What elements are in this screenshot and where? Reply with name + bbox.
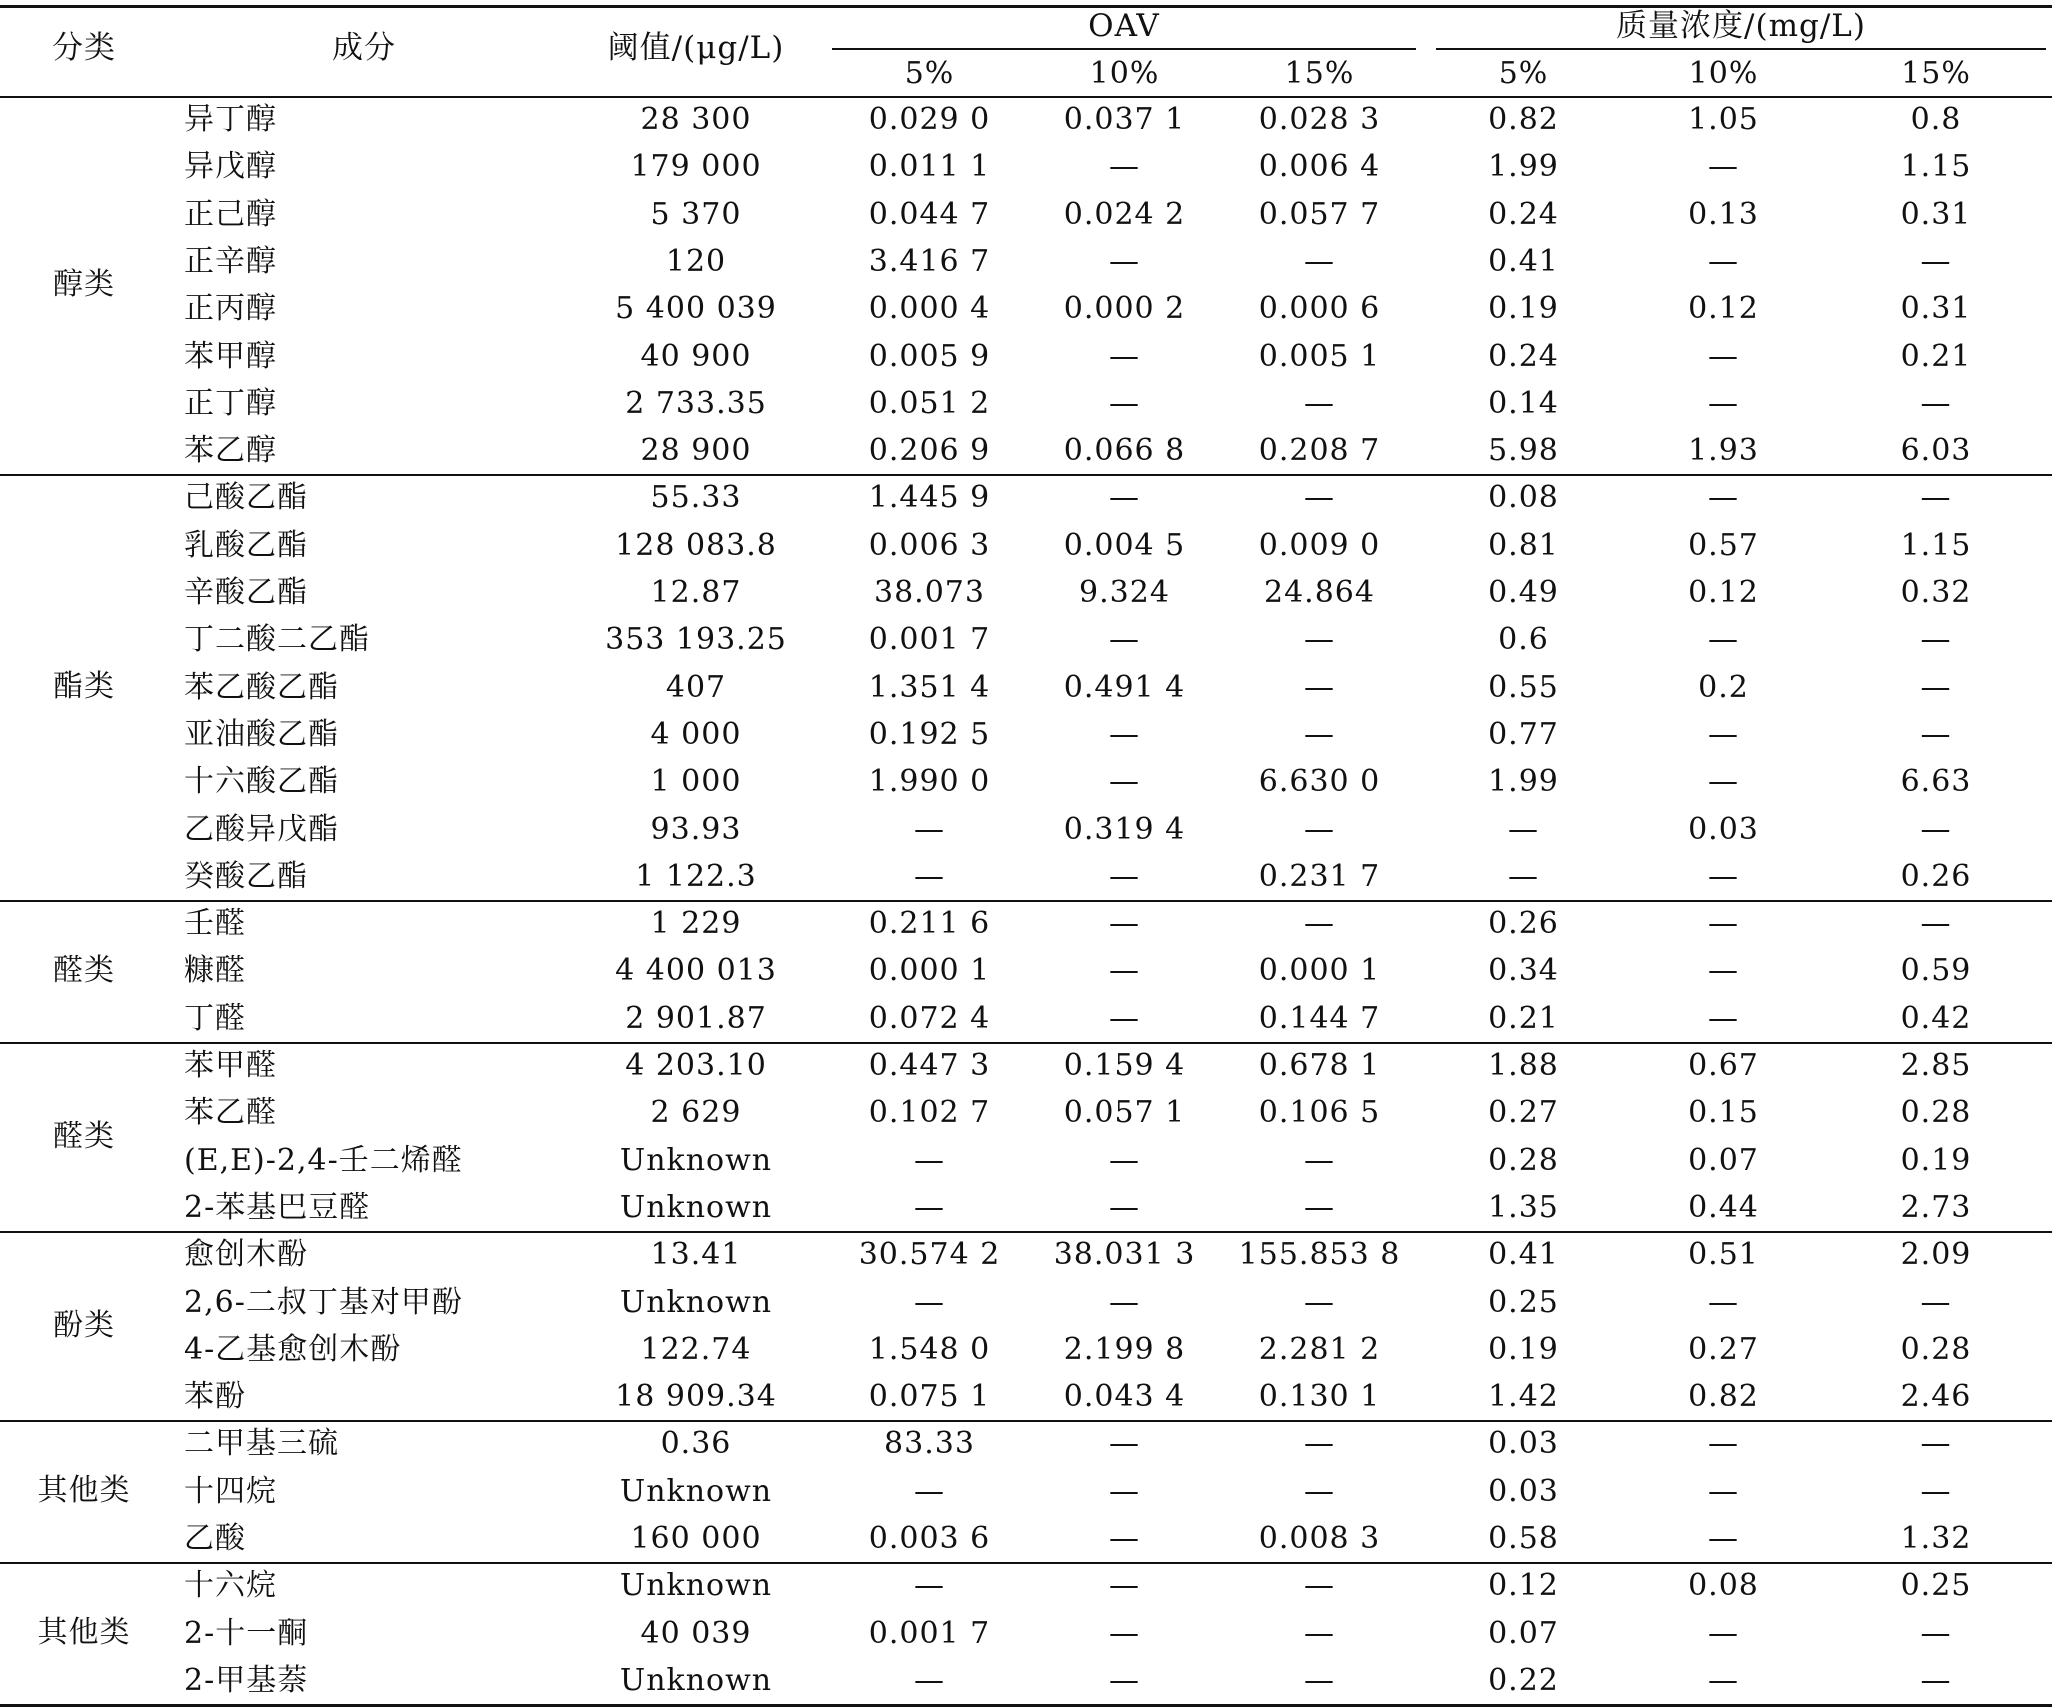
oav-value: 0.028 3	[1258, 102, 1381, 137]
mass-value: 1.93	[1688, 433, 1759, 469]
mass-value: 1.99	[1488, 764, 1559, 800]
mass-value: 1.88	[1488, 1048, 1559, 1083]
oav-value: 0.011 1	[868, 149, 991, 185]
oav-value: 2.199 8	[1063, 1331, 1186, 1367]
mass-value: 0.34	[1488, 953, 1559, 989]
component-name: 2-甲基萘	[184, 1662, 309, 1698]
component-name: 2,6-二叔丁基对甲酚	[184, 1284, 463, 1320]
oav-value: 38.073	[874, 575, 985, 610]
threshold-value: Unknown	[619, 1662, 773, 1698]
header-component: 成分	[332, 30, 396, 66]
component-name: 乳酸乙酯	[184, 527, 308, 563]
mass-value: 0.41	[1488, 243, 1559, 279]
category-label: 酯类	[53, 669, 115, 705]
oav-value: —	[1109, 622, 1140, 658]
mass-value: —	[1708, 243, 1739, 279]
mass-value: —	[1920, 1662, 1952, 1698]
mass-value: 0.6	[1498, 622, 1549, 658]
mass-value: 1.35	[1488, 1189, 1559, 1225]
header-mass: 质量浓度/(mg/L)	[1616, 8, 1866, 44]
oav-value: —	[914, 1189, 945, 1225]
component-name: 己酸乙酯	[184, 480, 308, 516]
mass-value: 0.15	[1688, 1095, 1759, 1131]
oav-value: 9.324	[1079, 575, 1170, 610]
component-name: 异丁醇	[184, 102, 277, 137]
mass-value: —	[1708, 953, 1739, 989]
oav-value: —	[914, 1662, 945, 1698]
mass-value: 0.13	[1688, 196, 1759, 232]
component-name: 丁醛	[184, 1000, 246, 1036]
mass-value: 0.07	[1488, 1615, 1559, 1651]
oav-value: 1.445 9	[868, 480, 991, 516]
mass-value: —	[1508, 811, 1539, 847]
oav-value: 0.003 6	[868, 1521, 991, 1556]
component-name: 苯酚	[184, 1379, 246, 1415]
mass-value: —	[1708, 906, 1739, 942]
oav-value: —	[1304, 716, 1335, 752]
oav-value: —	[1304, 811, 1335, 847]
mass-value: —	[1708, 480, 1739, 516]
component-name: 糠醛	[184, 953, 246, 989]
oav-value: —	[1304, 1615, 1335, 1651]
mass-value: —	[1920, 716, 1952, 752]
oav-value: 38.031 3	[1053, 1237, 1196, 1273]
oav-value: 1.351 4	[868, 669, 991, 705]
category-label: 醛类	[53, 953, 115, 989]
component-name: 2-十一酮	[184, 1615, 309, 1651]
oav-value: 83.33	[884, 1426, 975, 1462]
component-name: 丁二酸二乙酯	[184, 622, 370, 658]
oav-value: 0.008 3	[1258, 1521, 1381, 1556]
threshold-value: 2 733.35	[625, 385, 767, 421]
threshold-value: Unknown	[619, 1284, 773, 1320]
oav-value: —	[1109, 716, 1140, 752]
mass-value: —	[1708, 1615, 1739, 1651]
mass-value: 0.31	[1900, 291, 1972, 327]
oav-value: 0.000 2	[1063, 291, 1186, 327]
header-oav-5: 5%	[904, 56, 955, 91]
oav-value: —	[1109, 1426, 1140, 1462]
oav-value: 0.130 1	[1258, 1379, 1381, 1415]
mass-value: —	[1920, 1615, 1952, 1651]
threshold-value: 12.87	[650, 575, 742, 610]
mass-value: 0.12	[1488, 1568, 1559, 1604]
oav-value: 155.853 8	[1238, 1237, 1401, 1273]
oav-value: —	[1109, 1189, 1140, 1225]
oav-value: —	[1304, 1142, 1335, 1178]
oav-value: —	[1304, 243, 1335, 279]
mass-value: 0.12	[1688, 291, 1759, 327]
mass-value: 0.2	[1698, 669, 1749, 705]
oav-value: —	[914, 811, 945, 847]
component-name: 苯乙酸乙酯	[184, 669, 339, 705]
mass-value: 2.85	[1900, 1048, 1972, 1083]
mass-value: 0.82	[1488, 102, 1559, 137]
threshold-value: 93.93	[650, 811, 742, 847]
oav-value: —	[1109, 243, 1140, 279]
mass-value: —	[1708, 716, 1739, 752]
mass-value: —	[1708, 385, 1739, 421]
component-name: 正辛醇	[184, 243, 277, 279]
mass-value: 0.25	[1488, 1284, 1559, 1320]
oav-value: 0.006 4	[1258, 149, 1381, 185]
component-name: 癸酸乙酯	[184, 858, 308, 894]
oav-value: —	[1304, 480, 1335, 516]
oav-value: 0.043 4	[1063, 1379, 1186, 1415]
oav-value: 0.037 1	[1063, 102, 1186, 137]
oav-value: 0.005 1	[1258, 338, 1381, 374]
component-name: 正丙醇	[184, 291, 277, 327]
threshold-value: 122.74	[640, 1331, 752, 1367]
oav-value: —	[1109, 953, 1140, 989]
oav-value: 0.159 4	[1063, 1048, 1186, 1083]
oav-value: 0.075 1	[868, 1379, 991, 1415]
component-name: 十四烷	[184, 1473, 277, 1509]
threshold-value: 1 122.3	[635, 858, 757, 894]
mass-value: 1.99	[1488, 149, 1559, 185]
oav-value: 6.630 0	[1258, 764, 1381, 800]
oav-value: —	[1304, 906, 1335, 942]
oav-value: 0.208 7	[1258, 433, 1381, 469]
mass-value: 2.73	[1900, 1189, 1972, 1225]
header-category: 分类	[52, 30, 116, 66]
oav-value: 0.102 7	[868, 1095, 991, 1131]
mass-value: —	[1920, 1284, 1952, 1320]
mass-value: 0.03	[1688, 811, 1759, 847]
mass-value: 0.42	[1900, 1000, 1972, 1036]
oav-value: —	[1304, 1284, 1335, 1320]
oav-value: —	[914, 1568, 945, 1604]
category-label: 酚类	[53, 1307, 115, 1343]
oav-value: 2.281 2	[1258, 1331, 1381, 1367]
mass-value: —	[1708, 764, 1739, 800]
component-name: 正己醇	[184, 196, 277, 232]
mass-value: —	[1708, 1284, 1739, 1320]
oav-value: —	[1109, 1568, 1140, 1604]
oav-value: 0.029 0	[868, 102, 991, 137]
oav-value: 0.000 4	[868, 291, 991, 327]
category-label: 醇类	[53, 267, 115, 303]
threshold-value: Unknown	[619, 1568, 773, 1604]
mass-value: 0.08	[1488, 480, 1559, 516]
mass-value: 0.59	[1900, 953, 1972, 989]
oav-value: —	[1109, 764, 1140, 800]
component-name: 2-苯基巴豆醛	[184, 1189, 371, 1225]
oav-value: 0.231 7	[1258, 858, 1381, 894]
threshold-value: 28 300	[640, 102, 752, 137]
oav-value: —	[1304, 669, 1335, 705]
mass-value: —	[1920, 1426, 1952, 1462]
oav-value: 24.864	[1264, 575, 1375, 610]
oav-value: 30.574 2	[858, 1237, 1001, 1273]
mass-value: 0.24	[1488, 196, 1559, 232]
oav-value: 0.051 2	[868, 385, 991, 421]
oav-value: 0.000 1	[868, 953, 991, 989]
oav-value: 0.001 7	[868, 622, 991, 658]
oav-value: —	[1304, 1568, 1335, 1604]
mass-value: —	[1708, 149, 1739, 185]
oav-value: —	[1109, 1284, 1140, 1320]
oav-value: —	[914, 1284, 945, 1320]
threshold-value: 4 400 013	[615, 953, 777, 989]
mass-value: —	[1920, 811, 1952, 847]
oav-value: —	[914, 1142, 945, 1178]
oav-value: 3.416 7	[868, 243, 991, 279]
mass-value: —	[1708, 1662, 1739, 1698]
mass-value: 0.27	[1488, 1095, 1559, 1131]
header-mass-10: 10%	[1688, 56, 1759, 91]
mass-value: 0.82	[1688, 1379, 1759, 1415]
mass-value: —	[1920, 385, 1952, 421]
header-mass-5: 5%	[1498, 56, 1549, 91]
mass-value: 0.77	[1488, 716, 1559, 752]
threshold-value: 1 229	[650, 906, 742, 942]
threshold-value: 55.33	[650, 480, 742, 516]
mass-value: —	[1708, 1426, 1739, 1462]
threshold-value: 128 083.8	[615, 527, 777, 563]
mass-value: 0.26	[1488, 906, 1559, 942]
oav-value: —	[1109, 858, 1140, 894]
threshold-value: 0.36	[660, 1426, 732, 1462]
threshold-value: Unknown	[619, 1473, 773, 1509]
component-name: (E,E)-2,4-壬二烯醛	[184, 1142, 463, 1178]
category-label: 其他类	[37, 1473, 131, 1509]
oav-value: 0.144 7	[1258, 1000, 1381, 1036]
mass-value: 0.57	[1688, 527, 1759, 563]
header-oav-15: 15%	[1284, 56, 1355, 91]
component-name: 正丁醇	[184, 385, 277, 421]
mass-value: 0.12	[1688, 575, 1759, 610]
mass-value: —	[1920, 243, 1952, 279]
mass-value: 0.28	[1488, 1142, 1559, 1178]
threshold-value: 160 000	[630, 1521, 762, 1556]
component-name: 苯乙醛	[184, 1095, 277, 1131]
mass-value: 1.15	[1900, 527, 1972, 563]
mass-value: 0.28	[1900, 1331, 1972, 1367]
oav-value: —	[1304, 1426, 1335, 1462]
oav-value: —	[1109, 906, 1140, 942]
component-name: 亚油酸乙酯	[184, 716, 339, 752]
mass-value: 0.51	[1688, 1237, 1759, 1273]
mass-value: 0.19	[1900, 1142, 1972, 1178]
mass-value: 0.08	[1688, 1568, 1759, 1604]
oav-value: —	[1109, 480, 1140, 516]
oav-value: —	[1304, 1189, 1335, 1225]
category-label: 其他类	[37, 1615, 131, 1651]
component-name: 壬醛	[184, 906, 246, 942]
oav-value: —	[1109, 338, 1140, 374]
oav-value: 0.001 7	[868, 1615, 991, 1651]
threshold-value: 407	[665, 669, 727, 705]
mass-value: 0.49	[1488, 575, 1559, 610]
threshold-value: 4 000	[650, 716, 742, 752]
oav-value: —	[914, 858, 945, 894]
mass-value: 0.21	[1900, 338, 1972, 374]
threshold-value: 2 629	[650, 1095, 742, 1131]
mass-value: 0.03	[1488, 1426, 1559, 1462]
mass-value: 0.19	[1488, 1331, 1559, 1367]
header-oav: OAV	[1088, 8, 1160, 44]
mass-value: —	[1920, 1473, 1952, 1509]
oav-value: 0.106 5	[1258, 1095, 1381, 1131]
oav-value: —	[1109, 385, 1140, 421]
component-name: 辛酸乙酯	[184, 575, 308, 610]
threshold-value: 5 400 039	[615, 291, 777, 327]
oav-value: 1.548 0	[868, 1331, 991, 1367]
mass-value: —	[1708, 338, 1739, 374]
mass-value: 0.58	[1488, 1521, 1559, 1556]
mass-value: 1.05	[1688, 102, 1759, 137]
component-name: 十六酸乙酯	[184, 764, 339, 800]
mass-value: —	[1920, 906, 1952, 942]
mass-value: 0.55	[1488, 669, 1559, 705]
oav-value: —	[1109, 1142, 1140, 1178]
threshold-value: 179 000	[630, 149, 762, 185]
mass-value: 0.41	[1488, 1237, 1559, 1273]
threshold-value: 18 909.34	[615, 1379, 777, 1415]
mass-value: 2.09	[1900, 1237, 1972, 1273]
mass-value: 0.26	[1900, 858, 1972, 894]
oav-value: —	[1109, 1615, 1140, 1651]
oav-value: —	[1304, 1473, 1335, 1509]
threshold-value: 2 901.87	[625, 1000, 767, 1036]
threshold-value: Unknown	[619, 1142, 773, 1178]
mass-value: 1.32	[1900, 1521, 1972, 1556]
threshold-value: 40 039	[640, 1615, 752, 1651]
oav-value: 0.211 6	[868, 906, 991, 942]
component-name: 苯乙醇	[184, 433, 277, 469]
threshold-value: Unknown	[619, 1189, 773, 1225]
oav-value: 0.447 3	[868, 1048, 991, 1083]
oav-value: 0.491 4	[1063, 669, 1186, 705]
mass-value: 0.24	[1488, 338, 1559, 374]
oav-value: —	[1109, 149, 1140, 185]
header-mass-15: 15%	[1901, 56, 1971, 91]
threshold-value: 1 000	[650, 764, 742, 800]
oav-value: 0.044 7	[868, 196, 991, 232]
threshold-value: 40 900	[640, 338, 752, 374]
component-name: 乙酸异戊酯	[184, 811, 339, 847]
mass-value: 0.81	[1488, 527, 1559, 563]
component-name: 愈创木酚	[184, 1237, 308, 1273]
mass-value: —	[1708, 1000, 1739, 1036]
mass-value: 0.21	[1488, 1000, 1559, 1036]
component-name: 异戊醇	[184, 149, 277, 185]
header-oav-10: 10%	[1089, 56, 1160, 91]
oav-value: 0.000 1	[1258, 953, 1381, 989]
mass-value: —	[1708, 1473, 1739, 1509]
oav-value: —	[1109, 1521, 1140, 1556]
mass-value: 0.27	[1688, 1331, 1759, 1367]
mass-value: 0.8	[1910, 102, 1962, 137]
mass-value: 0.28	[1900, 1095, 1972, 1131]
mass-value: 0.22	[1488, 1662, 1559, 1698]
oav-value: 0.004 5	[1063, 527, 1186, 563]
oav-value: 0.005 9	[868, 338, 991, 374]
mass-value: 0.67	[1688, 1048, 1759, 1083]
threshold-value: 353 193.25	[605, 622, 787, 658]
mass-value: 0.14	[1488, 385, 1559, 421]
oav-value: —	[1304, 1662, 1335, 1698]
oav-value: 0.192 5	[868, 716, 991, 752]
oav-value: —	[1109, 1662, 1140, 1698]
component-name: 苯甲醛	[184, 1048, 277, 1083]
mass-value: —	[1708, 858, 1739, 894]
oav-value: 0.009 0	[1258, 527, 1381, 563]
component-name: 4-乙基愈创木酚	[184, 1331, 402, 1367]
threshold-value: 13.41	[650, 1237, 742, 1273]
mass-value: 0.44	[1688, 1189, 1759, 1225]
oav-value: 0.678 1	[1258, 1048, 1381, 1083]
threshold-value: 120	[665, 243, 727, 279]
oav-value: 0.024 2	[1063, 196, 1186, 232]
mass-value: 0.25	[1900, 1568, 1972, 1604]
mass-value: 2.46	[1900, 1379, 1972, 1415]
mass-value: 0.32	[1900, 575, 1972, 610]
oav-value: 0.057 1	[1063, 1095, 1186, 1131]
oav-value: 1.990 0	[868, 764, 991, 800]
mass-value: 5.98	[1488, 433, 1559, 469]
oav-value: 0.319 4	[1063, 811, 1186, 847]
threshold-value: 5 370	[650, 196, 742, 232]
oav-value: 0.000 6	[1258, 291, 1381, 327]
oav-value: 0.072 4	[868, 1000, 991, 1036]
oav-value: 0.066 8	[1063, 433, 1186, 469]
oav-value: —	[1109, 1473, 1140, 1509]
mass-value: —	[1920, 622, 1952, 658]
oav-value: 0.006 3	[868, 527, 991, 563]
mass-value: 0.19	[1488, 291, 1559, 327]
oav-value: —	[914, 1473, 945, 1509]
mass-value: 0.07	[1688, 1142, 1759, 1178]
mass-value: —	[1508, 858, 1539, 894]
oav-value: —	[1304, 622, 1335, 658]
component-name: 二甲基三硫	[184, 1426, 339, 1462]
oav-value: 0.206 9	[868, 433, 991, 469]
component-name: 十六烷	[184, 1568, 277, 1604]
oav-value: —	[1304, 385, 1335, 421]
mass-value: —	[1920, 480, 1952, 516]
mass-value: 0.31	[1900, 196, 1972, 232]
threshold-value: 28 900	[640, 433, 752, 469]
threshold-value: 4 203.10	[625, 1048, 767, 1083]
category-label: 醛类	[53, 1118, 115, 1154]
mass-value: —	[1708, 1521, 1739, 1556]
oav-value: —	[1109, 1000, 1140, 1036]
mass-value: 1.42	[1488, 1379, 1559, 1415]
header-threshold: 阈值/(μg/L)	[607, 30, 785, 66]
mass-value: 1.15	[1900, 149, 1972, 185]
mass-value: 6.63	[1900, 764, 1972, 800]
mass-value: —	[1708, 622, 1739, 658]
mass-value: 0.03	[1488, 1473, 1559, 1509]
component-name: 乙酸	[184, 1521, 246, 1556]
mass-value: —	[1920, 669, 1952, 705]
mass-value: 6.03	[1900, 433, 1972, 469]
oav-value: 0.057 7	[1258, 196, 1381, 232]
component-name: 苯甲醇	[184, 338, 277, 374]
